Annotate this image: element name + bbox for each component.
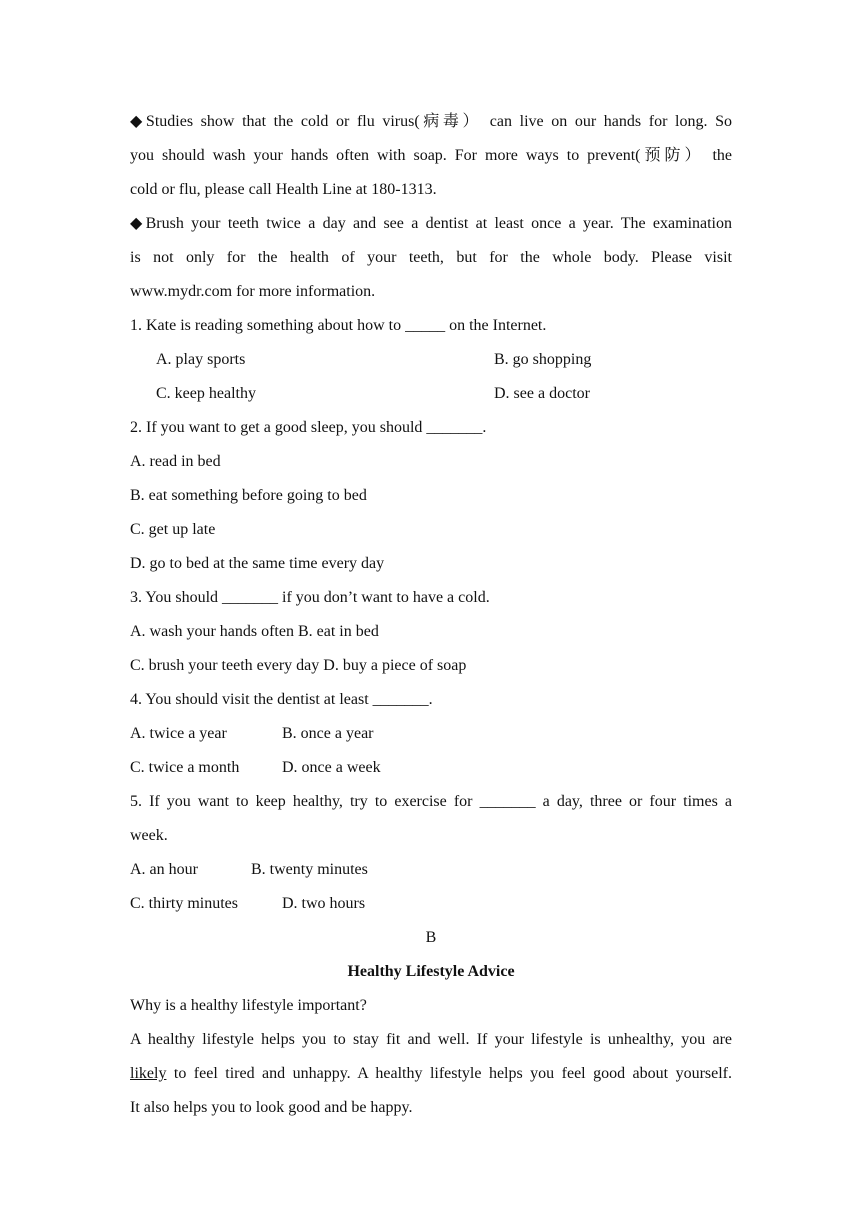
question-1-options-row1 (130, 343, 732, 377)
section-para-line2 (130, 1057, 732, 1091)
option-c: C. twice a month (130, 759, 240, 776)
option-d: D. once a week (282, 759, 381, 776)
option-c: C. keep healthy (156, 385, 256, 402)
underlined-word: likely (130, 1065, 167, 1082)
question-1: 1. Kate is reading something about how to _____ on the Internet. (130, 317, 547, 334)
option-b: B. once a year (282, 725, 374, 742)
question-3: 3. You should _______ if you don’t want to have a cold. (130, 589, 490, 606)
section-letter: B (425, 929, 437, 946)
option-d: D. see a doctor (494, 385, 590, 402)
notice-p2-line2: is not only for the health of your teeth, but for the whole body. Please visit (130, 249, 732, 266)
option-d: D. go to bed at the same time every day (130, 555, 385, 572)
section-para-line2-rest: to feel tired and unhappy. A healthy lifestyle helps you feel good about yourself. (166, 1065, 732, 1082)
question-4: 4. You should visit the dentist at least _______. (130, 691, 433, 708)
question-4-options-row2 (130, 751, 732, 785)
option-a: A. read in bed (130, 453, 221, 470)
option-d: D. two hours (282, 895, 366, 912)
section-title: Healthy Lifestyle Advice (347, 963, 515, 980)
section-para-line1: A healthy lifestyle helps you to stay fit and well. If your lifestyle is unhealthy, you are (130, 1031, 732, 1048)
section-para-line3: It also helps you to look good and be happy. (130, 1099, 413, 1116)
question-5-options-row2 (130, 887, 732, 921)
question-5-options-row1 (130, 853, 732, 887)
notice-p1-line1: ◆Studies show that the cold or flu virus(病毒） can live on our hands for long. So (130, 113, 732, 130)
option-b: B. twenty minutes (251, 861, 368, 878)
document-page (130, 105, 732, 1125)
option-b: B. go shopping (494, 351, 592, 368)
question-5-line1: 5. If you want to keep healthy, try to exercise for _______ a day, three or four times a (130, 793, 732, 810)
notice-p2-line3: www.mydr.com for more information. (130, 283, 376, 300)
notice-p1-line2: you should wash your hands often with soap. For more ways to prevent(预防） the (130, 147, 732, 164)
options-ab: A. wash your hands often B. eat in bed (130, 623, 379, 640)
option-a: A. twice a year (130, 725, 227, 742)
options-cd: C. brush your teeth every day D. buy a piece of soap (130, 657, 467, 674)
section-question: Why is a healthy lifestyle important? (130, 997, 367, 1014)
option-b: B. eat something before going to bed (130, 487, 367, 504)
question-2: 2. If you want to get a good sleep, you should _______. (130, 419, 487, 436)
option-a: A. play sports (156, 351, 246, 368)
question-1-options-row2 (130, 377, 732, 411)
option-c: C. thirty minutes (130, 895, 238, 912)
option-a: A. an hour (130, 861, 198, 878)
option-c: C. get up late (130, 521, 216, 538)
question-4-options-row1 (130, 717, 732, 751)
question-5-line2: week. (130, 827, 168, 844)
notice-p1-line3: cold or flu, please call Health Line at 180-1313. (130, 181, 437, 198)
notice-p2-line1: ◆Brush your teeth twice a day and see a dentist at least once a year. The examination (130, 215, 732, 232)
